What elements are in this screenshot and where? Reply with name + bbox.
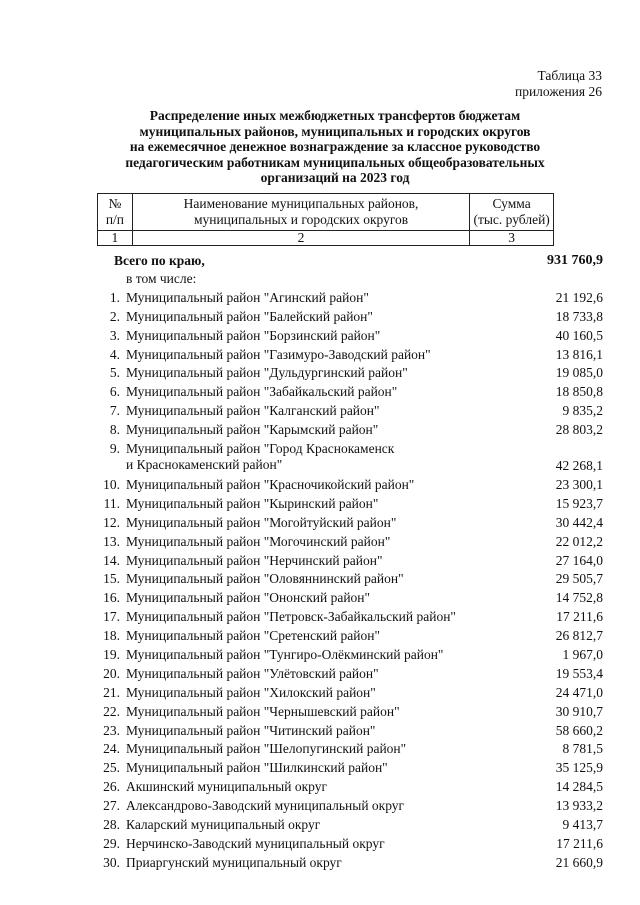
amount-value: 21 660,9 xyxy=(555,854,603,870)
row-number: 21. xyxy=(103,684,120,700)
amount-value: 40 160,5 xyxy=(555,327,603,343)
title-line: муниципальных районов, муниципальных и городских округов xyxy=(139,123,531,139)
list-item xyxy=(97,514,603,533)
column-number-1: 1 xyxy=(98,231,133,246)
list-item xyxy=(97,440,603,476)
amount-value: 19 085,0 xyxy=(555,365,603,381)
list-item xyxy=(97,421,603,440)
list-item xyxy=(97,665,603,684)
list-item xyxy=(97,703,603,722)
header-amount-sublabel: (тыс. рублей) xyxy=(473,212,550,227)
row-number: 2. xyxy=(109,308,120,324)
row-number: 10. xyxy=(103,477,120,493)
table-header-grid xyxy=(97,193,554,246)
list-item xyxy=(97,608,603,627)
amount-value: 18 850,8 xyxy=(555,384,603,400)
row-number: 13. xyxy=(103,533,120,549)
title-line: Распределение иных межбюджетных трансфертов бюджетам xyxy=(149,108,521,123)
municipality-name: Каларский муниципальный округ xyxy=(126,817,321,833)
municipality-name: Муниципальный район "Тунгиро-Олёкминский район" xyxy=(126,647,444,663)
list-item xyxy=(97,816,603,835)
amount-value: 14 752,8 xyxy=(555,590,603,606)
municipality-name: Александрово-Заводский муниципальный округ xyxy=(126,798,405,814)
row-number: 1. xyxy=(109,289,120,305)
row-number: 17. xyxy=(103,609,120,625)
amount-value: 9 413,7 xyxy=(562,817,603,833)
municipality-name: Муниципальный район "Дульдургинский район" xyxy=(126,365,408,381)
list-item xyxy=(97,308,603,327)
list-item xyxy=(97,383,603,402)
header-name-cell xyxy=(132,194,469,231)
amount-value: 13 933,2 xyxy=(555,798,603,814)
municipality-name: Муниципальный район "Нерчинский район" xyxy=(126,552,383,568)
header-name-label: Наименование муниципальных районов, xyxy=(183,196,419,211)
header-amount-label: Сумма xyxy=(492,196,531,211)
distribution-list xyxy=(97,252,603,873)
municipality-name: Муниципальный район "Читинский район" xyxy=(126,722,376,738)
total-row xyxy=(97,252,603,271)
amount-value: 35 125,9 xyxy=(555,760,603,776)
municipality-name: Муниципальный район "Ононский район" xyxy=(126,590,371,606)
amount-value: 29 505,7 xyxy=(555,571,603,587)
row-number: 25. xyxy=(103,760,120,776)
row-number: 22. xyxy=(103,703,120,719)
municipality-name: Муниципальный район "Оловяннинский район" xyxy=(126,571,404,587)
amount-value: 42 268,1 xyxy=(555,458,603,474)
list-item xyxy=(97,346,603,365)
row-number: 11. xyxy=(103,495,120,511)
municipality-name: Нерчинско-Заводский муниципальный округ xyxy=(126,835,385,851)
header-row xyxy=(98,194,554,231)
document-title xyxy=(100,108,570,186)
table-number-label: Таблица 33 xyxy=(537,68,602,83)
amount-value: 1 967,0 xyxy=(562,647,603,663)
row-number: 4. xyxy=(109,346,120,362)
municipality-name: Муниципальный район "Калганский район" xyxy=(126,403,380,419)
row-number: 9. xyxy=(109,441,120,457)
list-item xyxy=(97,684,603,703)
column-number-2: 2 xyxy=(132,231,469,246)
row-number: 7. xyxy=(109,403,120,419)
amount-value: 28 803,2 xyxy=(555,422,603,438)
header-amount-cell xyxy=(470,194,554,231)
row-number: 12. xyxy=(103,514,120,530)
municipality-name: Акшинский муниципальный округ xyxy=(126,779,328,795)
row-number: 26. xyxy=(103,779,120,795)
municipality-name: Муниципальный район "Балейский район" xyxy=(126,308,373,324)
amount-value: 17 211,6 xyxy=(556,609,603,625)
list-item xyxy=(97,533,603,552)
list-item xyxy=(97,402,603,421)
municipality-name: Муниципальный район "Красночикойский район" xyxy=(126,477,415,493)
amount-value: 21 192,6 xyxy=(555,289,603,305)
amount-value: 23 300,1 xyxy=(555,477,603,493)
list-item xyxy=(97,327,603,346)
row-number: 23. xyxy=(103,722,120,738)
row-number: 20. xyxy=(103,665,120,681)
row-number: 18. xyxy=(103,628,120,644)
amount-value: 19 553,4 xyxy=(555,665,603,681)
amount-value: 58 660,2 xyxy=(555,722,603,738)
list-item xyxy=(97,476,603,495)
amount-value: 8 781,5 xyxy=(562,741,603,757)
title-line: педагогическим работникам муниципальных общеобразовательных xyxy=(125,154,545,170)
row-number: 14. xyxy=(103,552,120,568)
municipality-name: Муниципальный район "Шилкинский район" xyxy=(126,760,388,776)
list-item xyxy=(97,589,603,608)
including-label: в том числе: xyxy=(126,270,197,286)
municipality-name: Муниципальный район "Хилокский район" xyxy=(126,684,376,700)
title-line: на ежемесячное денежное вознаграждение за классное руководство xyxy=(129,139,541,155)
row-number: 24. xyxy=(103,741,120,757)
row-number: 19. xyxy=(103,647,120,663)
row-number: 28. xyxy=(103,817,120,833)
list-item xyxy=(97,364,603,383)
row-number: 16. xyxy=(103,590,120,606)
municipality-name: Муниципальный район "Борзинский район" xyxy=(126,327,381,343)
list-item xyxy=(97,778,603,797)
municipality-name: Муниципальный район "Могойтуйский район" xyxy=(126,514,397,530)
header-name-sublabel: муниципальных и городских округов xyxy=(193,212,409,227)
row-number: 8. xyxy=(109,422,120,438)
row-number: 3. xyxy=(109,327,120,343)
list-item xyxy=(97,289,603,308)
municipality-name: Муниципальный район "Кыринский район" xyxy=(126,495,379,511)
header-number-label: № xyxy=(108,196,122,211)
municipality-name: Муниципальный район "Забайкальский район" xyxy=(126,384,398,400)
row-number: 30. xyxy=(103,854,120,870)
municipality-name: Муниципальный район "Агинский район" xyxy=(126,289,369,305)
row-number: 15. xyxy=(103,571,120,587)
municipality-name-line: и Краснокаменский район" xyxy=(126,457,283,473)
list-item xyxy=(97,722,603,741)
municipality-name: Муниципальный район "Газимуро-Заводский район" xyxy=(126,346,431,362)
row-number: 29. xyxy=(103,835,120,851)
column-number-3: 3 xyxy=(470,231,554,246)
row-number: 27. xyxy=(103,798,120,814)
municipality-name: Муниципальный район "Сретенский район" xyxy=(126,628,380,644)
amount-value: 14 284,5 xyxy=(555,779,603,795)
header-number-sublabel: п/п xyxy=(105,212,125,227)
amount-value: 27 164,0 xyxy=(555,552,603,568)
including-row xyxy=(97,271,603,286)
row-number: 6. xyxy=(109,384,120,400)
amount-value: 30 910,7 xyxy=(555,703,603,719)
list-item xyxy=(97,495,603,514)
list-item xyxy=(97,552,603,571)
column-number-row xyxy=(98,231,554,246)
list-item xyxy=(97,759,603,778)
amount-value: 24 471,0 xyxy=(555,684,603,700)
amount-value: 13 816,1 xyxy=(555,346,603,362)
municipality-name xyxy=(126,441,394,473)
appendix-number-label: приложения 26 xyxy=(514,84,602,99)
list-item xyxy=(97,854,603,873)
header-number-cell xyxy=(98,194,133,231)
municipality-name: Муниципальный район "Могочинский район" xyxy=(126,533,391,549)
amount-value: 30 442,4 xyxy=(555,514,603,530)
total-label: Всего по краю, xyxy=(114,253,205,268)
municipality-name: Муниципальный район "Шелопугинский район" xyxy=(126,741,407,757)
list-item xyxy=(97,570,603,589)
title-line: организаций на 2023 год xyxy=(260,170,410,186)
municipality-name: Приаргунский муниципальный округ xyxy=(126,854,342,870)
row-number: 5. xyxy=(109,365,120,381)
amount-value: 26 812,7 xyxy=(555,628,603,644)
list-item xyxy=(97,740,603,759)
list-item xyxy=(97,627,603,646)
amount-value: 18 733,8 xyxy=(555,308,603,324)
list-item xyxy=(97,835,603,854)
municipality-name: Муниципальный район "Петровск-Забайкальский район" xyxy=(126,609,456,625)
list-item xyxy=(97,646,603,665)
municipality-name: Муниципальный район "Улётовский район" xyxy=(126,665,379,681)
municipality-name: Муниципальный район "Карымский район" xyxy=(126,422,379,438)
appendix-reference xyxy=(515,68,602,100)
amount-value: 15 923,7 xyxy=(555,495,603,511)
list-item xyxy=(97,797,603,816)
amount-value: 9 835,2 xyxy=(562,403,603,419)
amount-value: 22 012,2 xyxy=(555,533,603,549)
municipality-name-line: Муниципальный район "Город Краснокаменск xyxy=(126,441,395,457)
total-amount: 931 760,9 xyxy=(547,253,603,268)
amount-value: 17 211,6 xyxy=(556,835,603,851)
municipality-name: Муниципальный район "Чернышевский район" xyxy=(126,703,400,719)
